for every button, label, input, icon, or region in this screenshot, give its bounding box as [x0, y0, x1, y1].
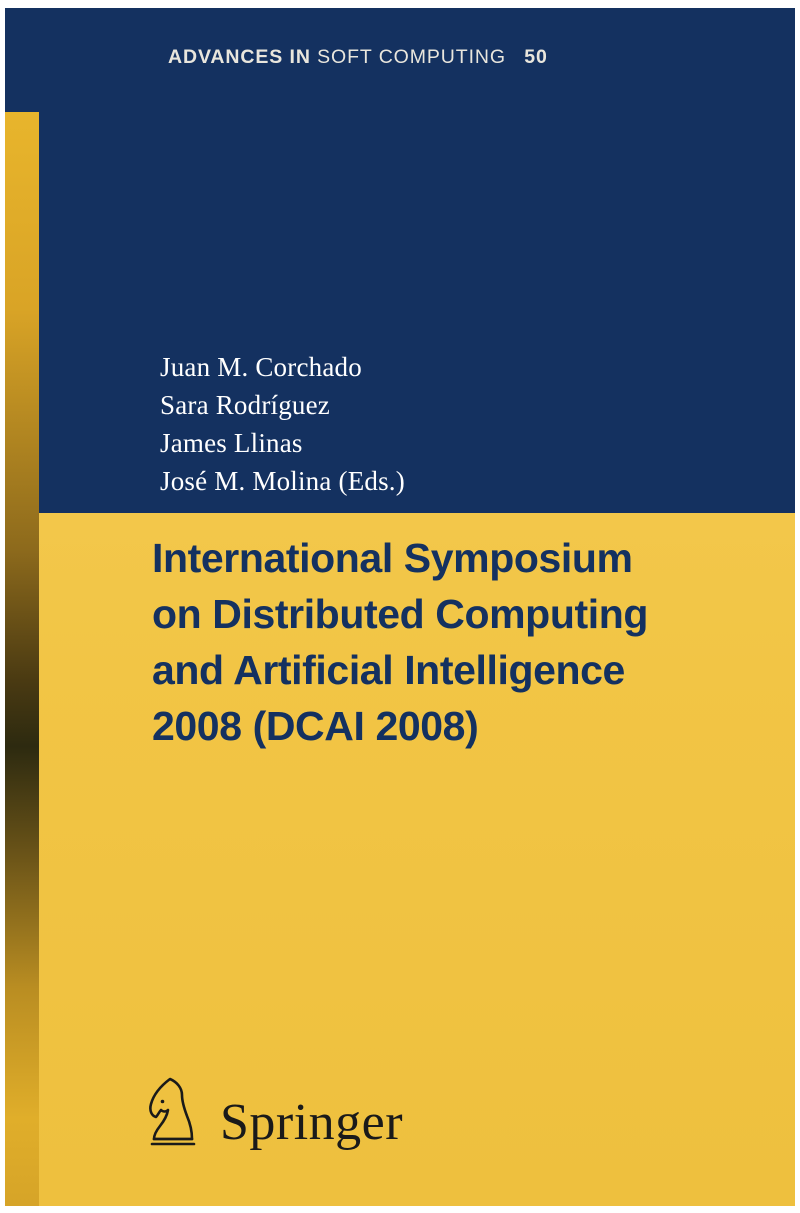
- title-line: International Symposium: [152, 535, 633, 581]
- editors-block: [160, 348, 760, 500]
- title-line: 2008 (DCAI 2008): [152, 703, 479, 749]
- editor-name: José M. Molina (Eds.): [160, 466, 405, 496]
- publisher-logo: [140, 1071, 403, 1151]
- book-title: [152, 530, 772, 754]
- editor-name: Juan M. Corchado: [160, 352, 362, 382]
- series-banner: [38, 8, 795, 106]
- series-name: SOFT COMPUTING: [317, 45, 506, 68]
- editor-name: James Llinas: [160, 428, 303, 458]
- springer-knight-icon: [140, 1071, 206, 1151]
- title-line: and Artificial Intelligence: [152, 647, 625, 693]
- editor-name: Sara Rodríguez: [160, 390, 330, 420]
- cover-spine-gradient: [5, 112, 39, 1206]
- publisher-name: Springer: [220, 1094, 404, 1151]
- title-line: on Distributed Computing: [152, 591, 648, 637]
- series-volume: 50: [524, 45, 548, 68]
- series-title: [168, 46, 548, 69]
- series-prefix: ADVANCES IN: [168, 45, 311, 68]
